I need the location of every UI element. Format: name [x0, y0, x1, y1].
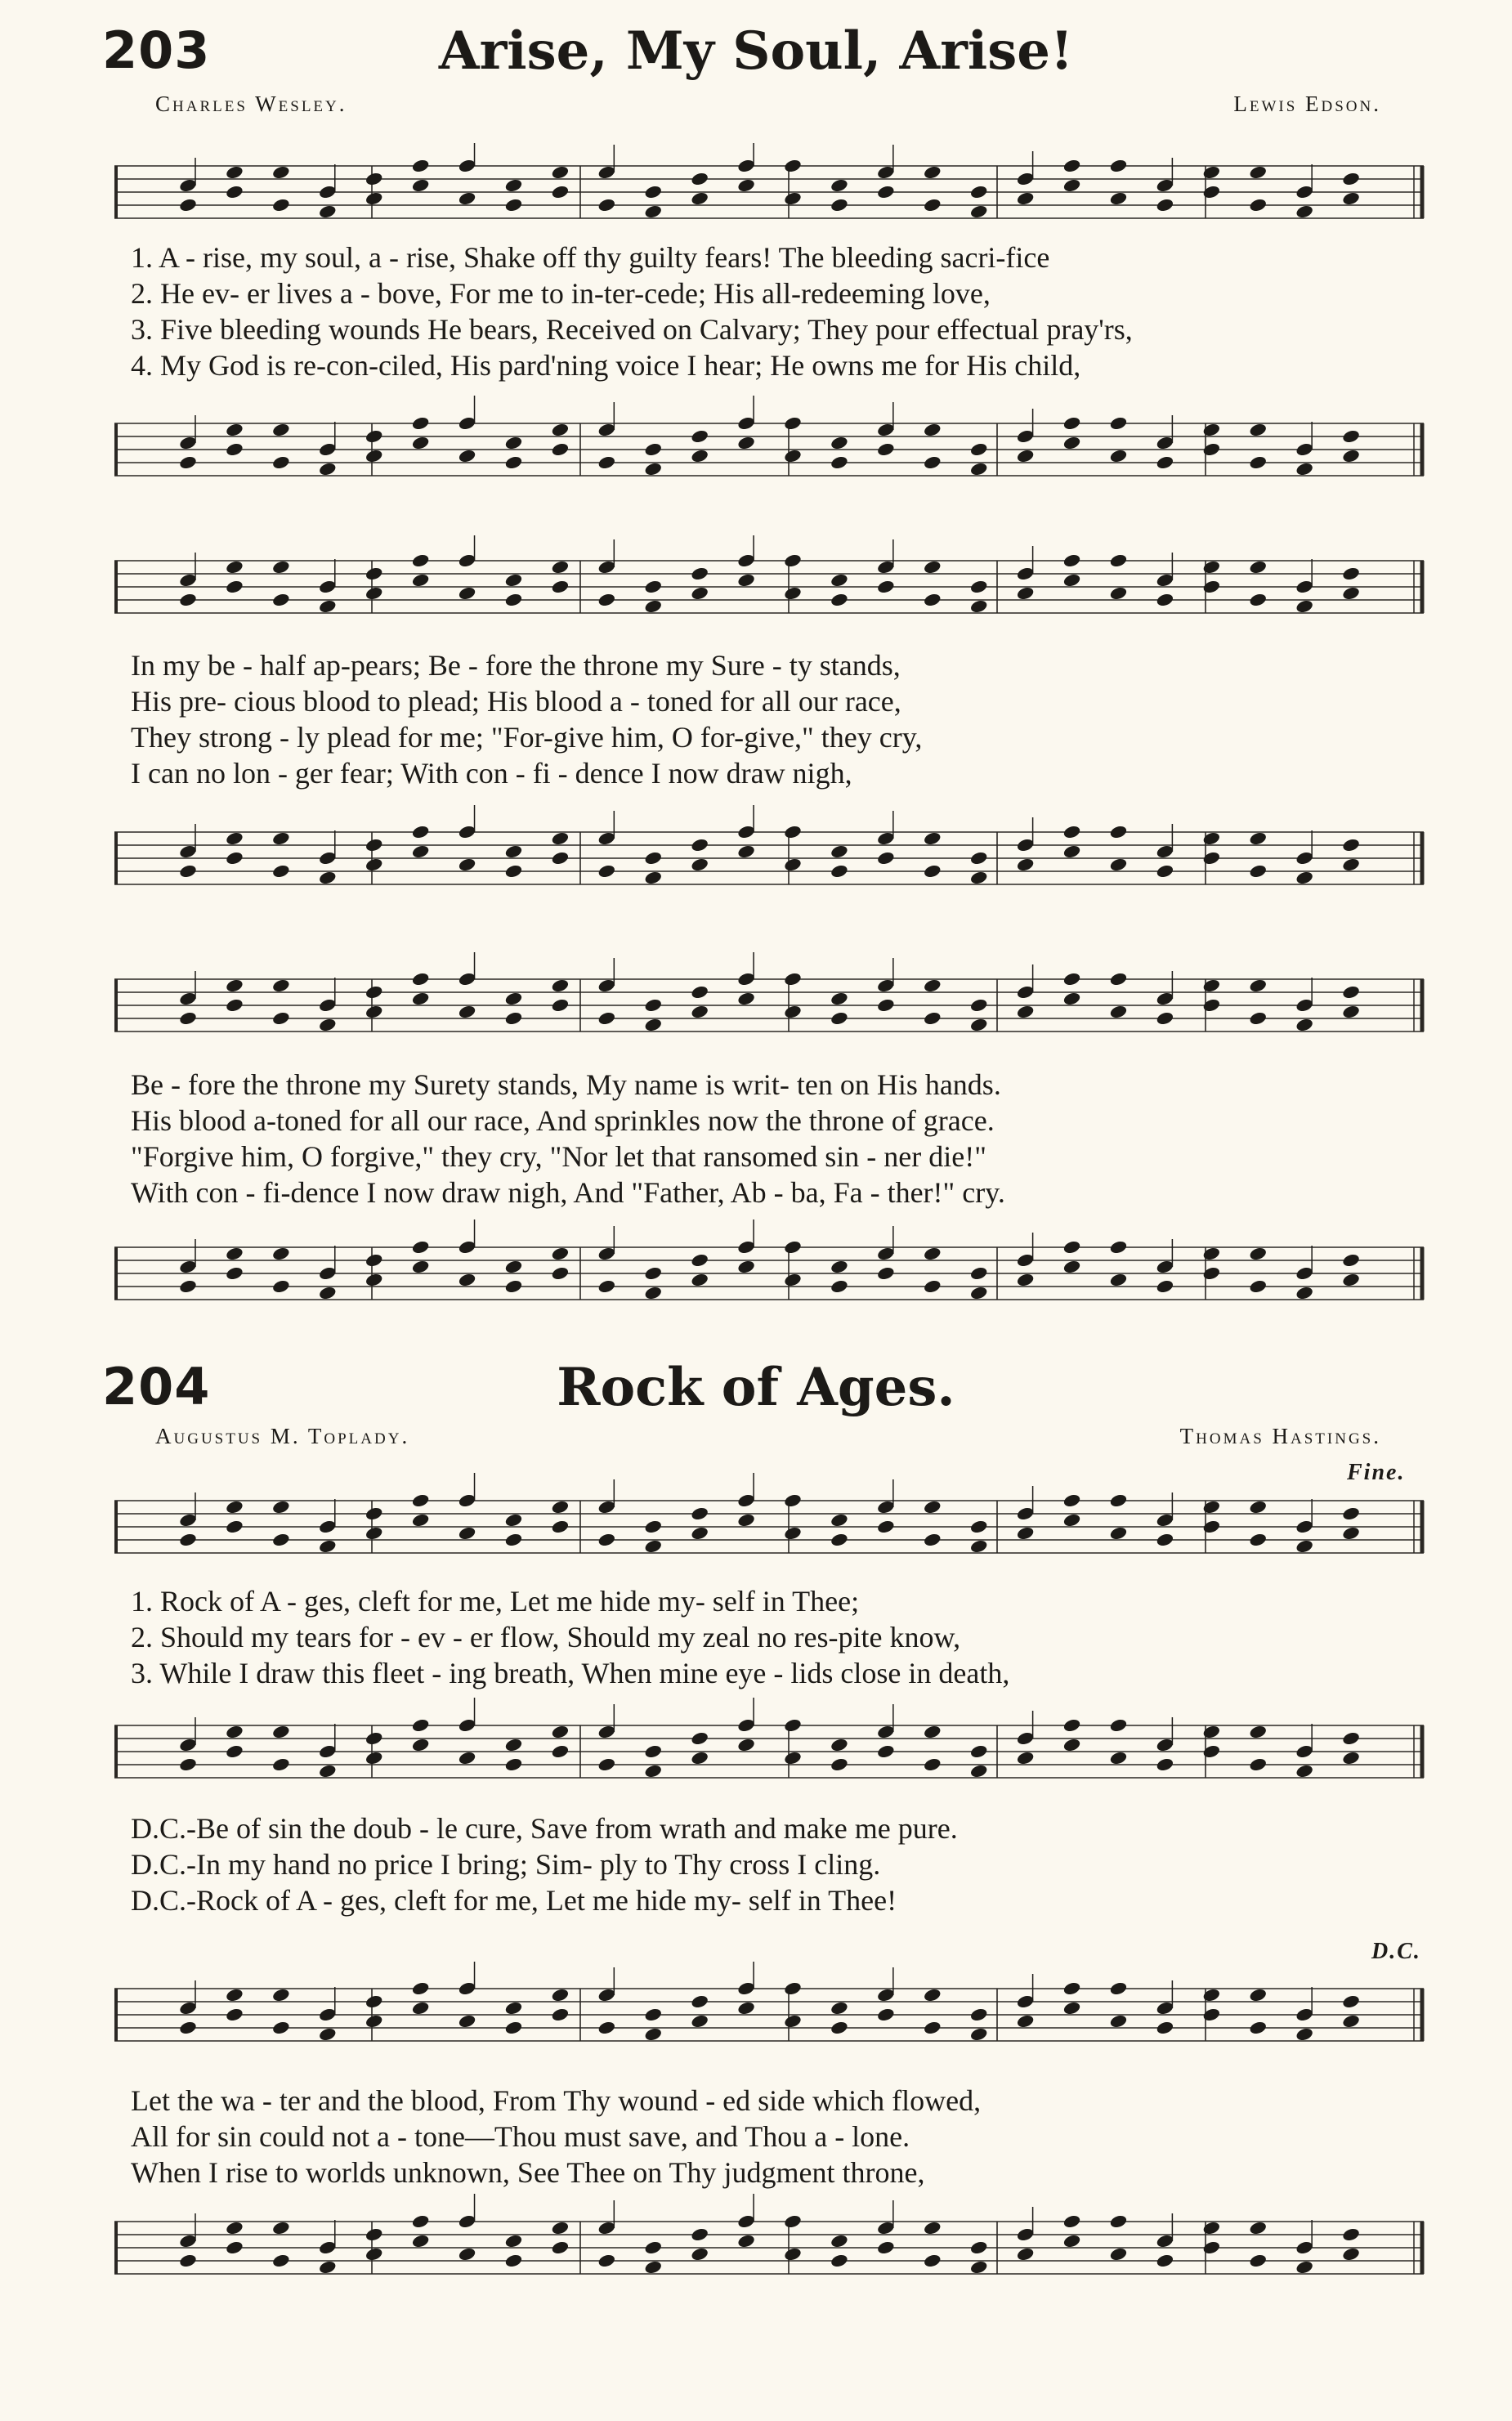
- lyric-line: His blood a-toned for all our race, And sprinkles now the throne of grace.: [131, 1104, 995, 1137]
- hymn-title: Rock of Ages.: [557, 1357, 955, 1418]
- music-staff-bass: [114, 2191, 1430, 2305]
- hymn-title: Arise, My Soul, Arise!: [438, 20, 1074, 82]
- music-staff-treble: [114, 143, 1430, 241]
- dc-lyric-line: D.C.-Be of sin the doub - le cure, Save from wrath and make me pure.: [131, 1812, 958, 1845]
- hymn-author: Charles Wesley.: [155, 92, 347, 116]
- lyric-line: 4. My God is re-con-ciled, His pard'ning voice I hear; He owns me for His child,: [131, 349, 1081, 382]
- music-staff-bass: [114, 388, 1430, 511]
- hymn-203-credits: [155, 92, 1381, 121]
- lyric-line: 1. A - rise, my soul, a - rise, Shake off thy guilty fears! The bleeding sacri-fice: [131, 241, 1050, 274]
- lyric-line: Be - fore the throne my Surety stands, My name is writ- ten on His hands.: [131, 1068, 1001, 1101]
- lyric-line: In my be - half ap-pears; Be - fore the throne my Sure - ty stands,: [131, 649, 901, 682]
- music-staff-treble: [114, 1471, 1430, 1582]
- hymn-number: 204: [102, 1357, 211, 1416]
- music-staff-treble: [114, 535, 1430, 638]
- hymn-composer: Thomas Hastings.: [1179, 1424, 1381, 1448]
- hymn-203-header: [102, 20, 1410, 86]
- lyric-line: 3. While I draw this fleet - ing breath, When mine eye - lids close in death,: [131, 1657, 1010, 1689]
- music-staff-treble: [114, 1962, 1430, 2068]
- dc-lyric-line: D.C.-In my hand no price I bring; Sim- ply to Thy cross I cling.: [131, 1848, 881, 1881]
- lyric-line: Let the wa - ter and the blood, From Thy wound - ed side which flowed,: [131, 2084, 982, 2117]
- hymn-204-header: [102, 1357, 1410, 1422]
- music-staff-bass: [114, 805, 1430, 911]
- lyric-line: All for sin could not a - tone—Thou must save, and Thou a - lone.: [131, 2120, 910, 2153]
- lyric-line: His pre- cious blood to plead; His blood a - toned for all our race,: [131, 685, 901, 718]
- verse-block: [131, 1583, 1438, 1691]
- music-staff-bass: [114, 1696, 1430, 1806]
- lyric-line: When I rise to worlds unknown, See Thee on Thy judgment throne,: [131, 2156, 925, 2189]
- dc-lyric-line: D.C.-Rock of A - ges, cleft for me, Let me hide my- self in Thee!: [131, 1884, 897, 1917]
- lyric-line: They strong - ly plead for me; "For-give him, O for-give," they cry,: [131, 721, 923, 754]
- music-staff-bass: [114, 1216, 1430, 1331]
- fine-marker: Fine.: [1347, 1460, 1406, 1485]
- verse-block: [131, 1067, 1438, 1210]
- music-staff-treble: [114, 952, 1430, 1058]
- hymn-204-credits: [155, 1424, 1381, 1453]
- lyric-line: 2. Should my tears for - ev - er flow, Should my zeal no res-pite know,: [131, 1621, 961, 1654]
- dc-marker: D.C.: [1371, 1939, 1421, 1964]
- lyric-line: 3. Five bleeding wounds He bears, Received on Calvary; They pour effectual pray'rs,: [131, 313, 1133, 346]
- hymn-composer: Lewis Edson.: [1233, 92, 1381, 116]
- lyric-line: 1. Rock of A - ges, cleft for me, Let me hide my- self in Thee;: [131, 1585, 860, 1618]
- verse-block: [131, 647, 1438, 791]
- lyric-line: 2. He ev- er lives a - bove, For me to in-ter-cede; His all-redeeming love,: [131, 277, 991, 310]
- lyric-line: With con - fi-dence I now draw nigh, And "Father, Ab - ba, Fa - ther!" cry.: [131, 1176, 1005, 1209]
- verse-block: [131, 2083, 1438, 2191]
- hymn-author: Augustus M. Toplady.: [155, 1424, 410, 1448]
- lyric-line: I can no lon - ger fear; With con - fi - dence I now draw nigh,: [131, 757, 852, 790]
- hymn-number: 203: [102, 20, 211, 80]
- dc-verse-block: [131, 1810, 1438, 1918]
- verse-block: [131, 239, 1438, 383]
- lyric-line: "Forgive him, O forgive," they cry, "Nor let that ransomed sin - ner die!": [131, 1140, 986, 1173]
